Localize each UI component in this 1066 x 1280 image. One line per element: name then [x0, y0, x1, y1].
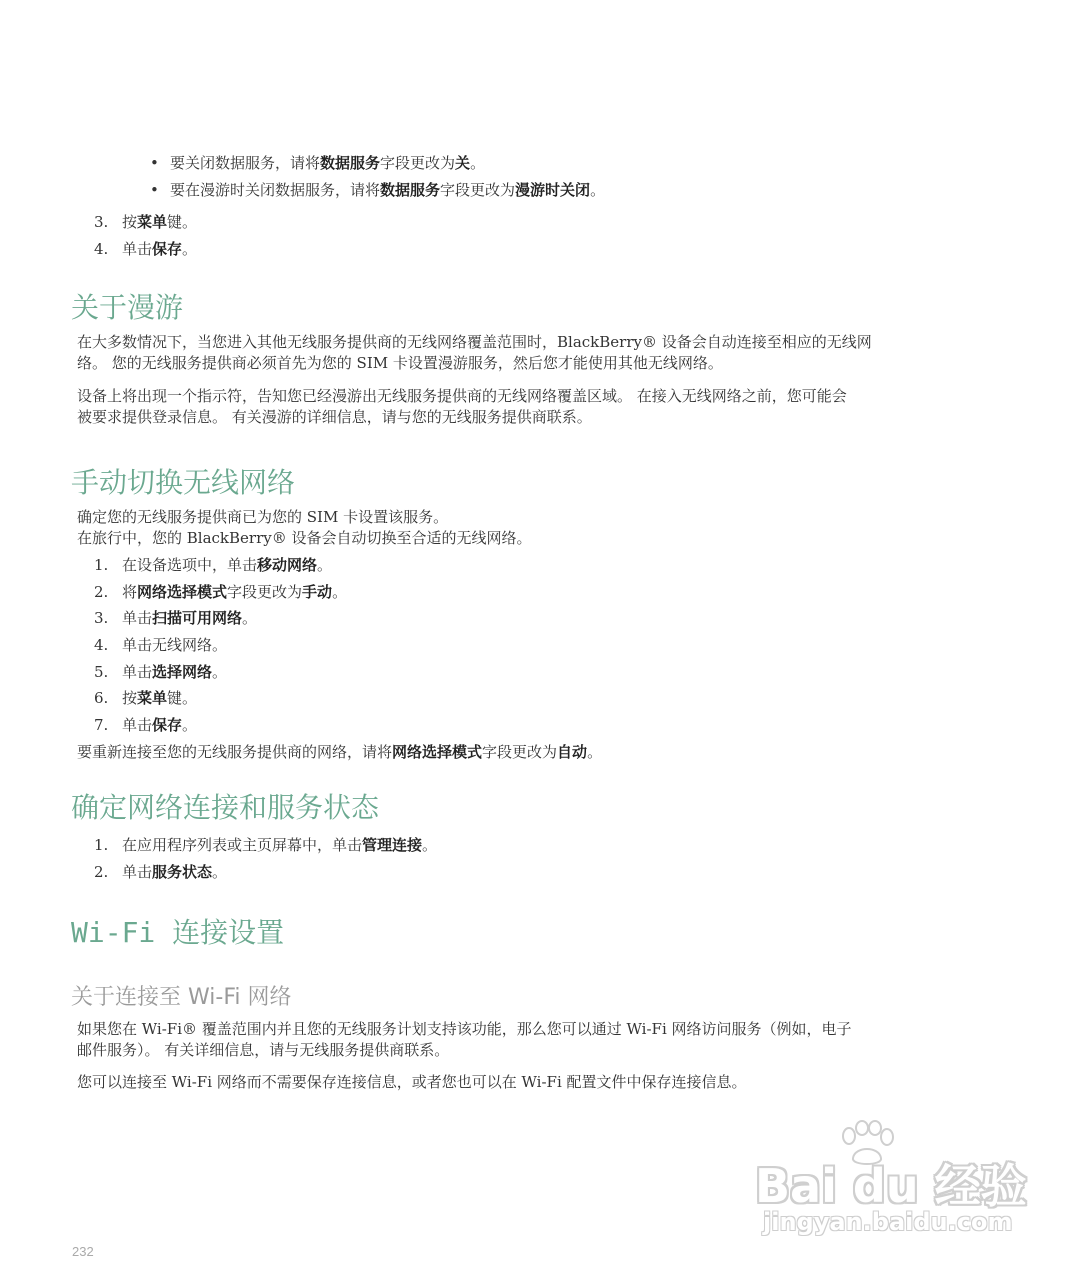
step-item: 1. 在设备选项中，单击移动网络。 — [94, 556, 333, 574]
step-item: 7. 单击保存。 — [94, 716, 198, 734]
roaming-paragraph-2: 设备上将出现一个指示符，告知您已经漫游出无线服务提供商的无线网络覆盖区域。 在接入无线网络之前，您可能会 被要求提供登录信息。 有关漫游的详细信息，请与您的无线服务提供商联系。 — [77, 387, 847, 426]
bullet-item: • 要关闭数据服务，请将数据服务字段更改为关。 — [150, 154, 486, 172]
heading-manual-switch: 手动切换无线网络 — [71, 466, 296, 499]
heading-about-roaming: 关于漫游 — [71, 291, 184, 324]
step-item: 6. 按菜单键。 — [94, 689, 198, 707]
step-item: 5. 单击选择网络。 — [94, 663, 228, 681]
step-item: 4. 单击无线网络。 — [94, 636, 228, 654]
manual-intro-1: 确定您的无线服务提供商已为您的 SIM 卡设置该服务。 — [77, 508, 449, 526]
watermark-logo: Bai du 经验 — [755, 1159, 1027, 1213]
wifi-paragraph-2: 您可以连接至 Wi-Fi 网络而不需要保存连接信息，或者您也可以在 Wi-Fi 配置文件中保存连接信息。 — [77, 1073, 747, 1091]
subheading-about-wifi: 关于连接至 Wi-Fi 网络 — [71, 985, 292, 1010]
roaming-paragraph-1: 在大多数情况下，当您进入其他无线服务提供商的无线网络覆盖范围时，BlackBerry® 设备会自动连接至相应的无线网 络。 您的无线服务提供商必须首先为您的 SIM 卡设置漫游服务，然后您才能使用其他无线网络。 — [77, 333, 872, 372]
heading-wifi-settings: Wi-Fi 连接设置 — [71, 916, 285, 949]
step-item: 4. 单击保存。 — [94, 240, 198, 258]
manual-intro-2: 在旅行中，您的 BlackBerry® 设备会自动切换至合适的无线网络。 — [77, 529, 532, 547]
step-item: 1. 在应用程序列表或主页屏幕中，单击管理连接。 — [94, 836, 438, 854]
page-number: 232 — [72, 1244, 94, 1259]
step-item: 3. 单击扫描可用网络。 — [94, 609, 258, 627]
step-item: 3. 按菜单键。 — [94, 213, 198, 231]
watermark-url: jingyan.baidu.com — [763, 1208, 1013, 1236]
baidu-watermark — [755, 1120, 1027, 1250]
step-item: 2. 单击服务状态。 — [94, 863, 228, 881]
heading-network-status: 确定网络连接和服务状态 — [71, 791, 380, 824]
step-item: 2. 将网络选择模式字段更改为手动。 — [94, 583, 348, 601]
bullet-item: • 要在漫游时关闭数据服务，请将数据服务字段更改为漫游时关闭。 — [150, 181, 606, 199]
manual-footer-note: 要重新连接至您的无线服务提供商的网络，请将网络选择模式字段更改为自动。 — [77, 743, 603, 761]
wifi-paragraph-1: 如果您在 Wi-Fi® 覆盖范围内并且您的无线服务计划支持该功能，那么您可以通过 Wi-Fi 网络访问服务（例如，电子 邮件服务）。 有关详细信息，请与无线服务提供商联系。 — [77, 1020, 852, 1059]
